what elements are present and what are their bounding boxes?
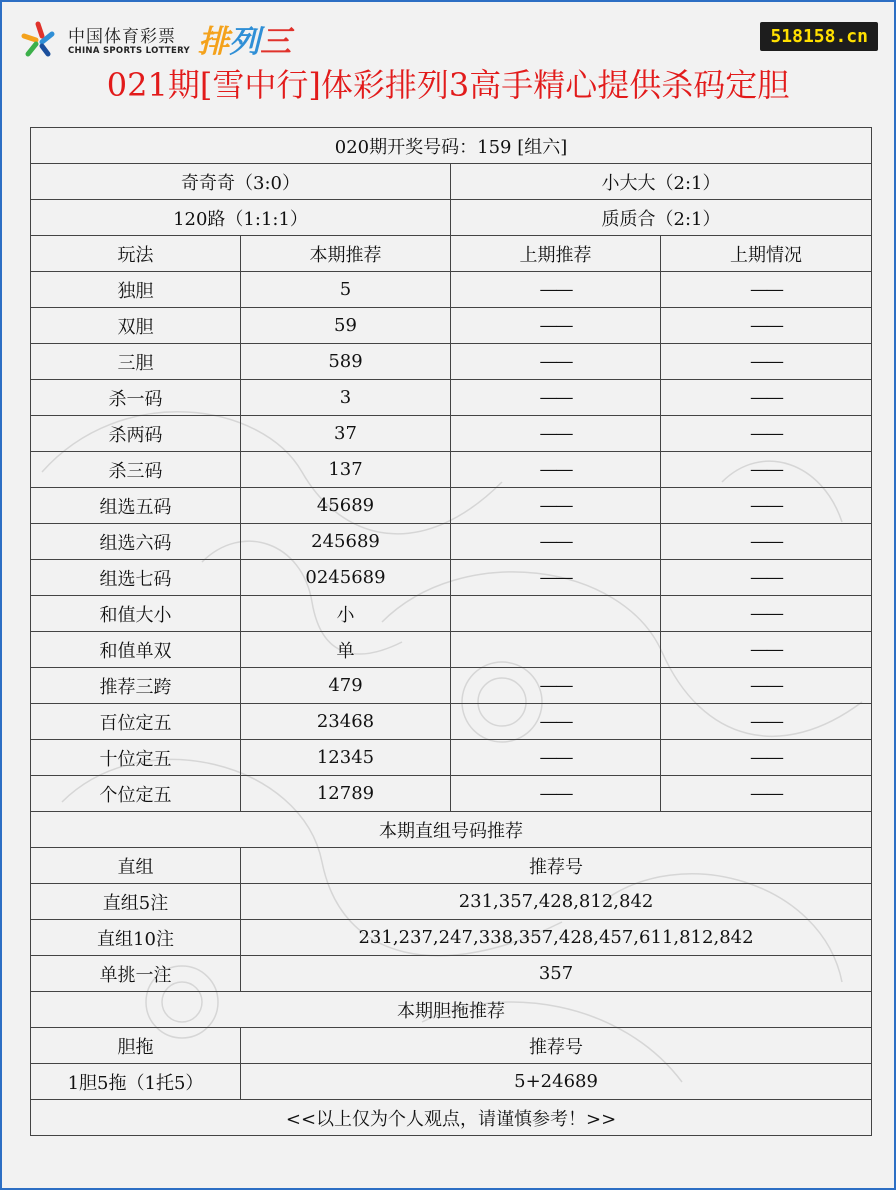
table-row bbox=[31, 452, 872, 488]
previous-result: —— bbox=[661, 632, 872, 668]
current-pick: 3 bbox=[241, 380, 451, 416]
table-row bbox=[31, 776, 872, 812]
table-row bbox=[31, 596, 872, 632]
dantuo-name: 1胆5拖（1托5） bbox=[31, 1064, 241, 1100]
previous-pick bbox=[451, 596, 661, 632]
previous-pick: —— bbox=[451, 308, 661, 344]
direct-header-label: 直组 bbox=[31, 848, 241, 884]
column-header: 玩法 bbox=[31, 236, 241, 272]
direct-row bbox=[31, 884, 872, 920]
current-pick: 45689 bbox=[241, 488, 451, 524]
previous-pick: —— bbox=[451, 380, 661, 416]
direct-row bbox=[31, 956, 872, 992]
size-ratio: 小大大（2:1） bbox=[451, 164, 872, 200]
current-pick: 23468 bbox=[241, 704, 451, 740]
previous-result: —— bbox=[661, 704, 872, 740]
current-pick: 单 bbox=[241, 632, 451, 668]
current-pick: 小 bbox=[241, 596, 451, 632]
summary-row bbox=[31, 164, 872, 200]
play-name: 组选六码 bbox=[31, 524, 241, 560]
lottery-star-icon bbox=[18, 20, 58, 60]
dantuo-header-value: 推荐号 bbox=[241, 1028, 872, 1064]
direct-value: 231,237,247,338,357,428,457,611,812,842 bbox=[241, 920, 872, 956]
play-name: 和值大小 bbox=[31, 596, 241, 632]
previous-result: —— bbox=[661, 668, 872, 704]
logo-text-cn: 中国体育彩票 bbox=[68, 27, 176, 47]
current-pick: 137 bbox=[241, 452, 451, 488]
table-row bbox=[31, 488, 872, 524]
logo-brand: 排列三 bbox=[198, 24, 291, 60]
section-header-row bbox=[31, 1028, 872, 1064]
page-title: 021期[雪中行]体彩排列3高手精心提供杀码定胆 bbox=[106, 66, 790, 104]
previous-pick: —— bbox=[451, 668, 661, 704]
table-row bbox=[31, 308, 872, 344]
prediction-table bbox=[30, 127, 872, 1136]
direct-row bbox=[31, 920, 872, 956]
current-pick: 12789 bbox=[241, 776, 451, 812]
play-name: 杀两码 bbox=[31, 416, 241, 452]
prime-ratio: 质质合（2:1） bbox=[451, 200, 872, 236]
play-name: 和值单双 bbox=[31, 632, 241, 668]
column-header: 本期推荐 bbox=[241, 236, 451, 272]
section-title-row bbox=[31, 812, 872, 848]
previous-pick bbox=[451, 632, 661, 668]
previous-result: —— bbox=[661, 740, 872, 776]
section-title-row bbox=[31, 992, 872, 1028]
current-pick: 12345 bbox=[241, 740, 451, 776]
direct-name: 单挑一注 bbox=[31, 956, 241, 992]
current-pick: 245689 bbox=[241, 524, 451, 560]
current-pick: 589 bbox=[241, 344, 451, 380]
current-pick: 0245689 bbox=[241, 560, 451, 596]
table-row bbox=[31, 560, 872, 596]
dantuo-row bbox=[31, 1064, 872, 1100]
previous-result: —— bbox=[661, 596, 872, 632]
play-name: 组选七码 bbox=[31, 560, 241, 596]
footer-row bbox=[31, 1100, 872, 1136]
previous-pick: —— bbox=[451, 344, 661, 380]
header bbox=[2, 2, 894, 122]
site-badge[interactable]: 518158.cn bbox=[760, 22, 878, 51]
previous-result: —— bbox=[661, 308, 872, 344]
dantuo-value: 5+24689 bbox=[241, 1064, 872, 1100]
previous-result: —— bbox=[661, 776, 872, 812]
footer-note: <<以上仅为个人观点，请谨慎参考！>> bbox=[31, 1100, 872, 1136]
section-header-row bbox=[31, 848, 872, 884]
dantuo-section-title: 本期胆拖推荐 bbox=[31, 992, 872, 1028]
previous-result: —— bbox=[661, 524, 872, 560]
table-row bbox=[31, 740, 872, 776]
road-ratio: 120路（1:1:1） bbox=[31, 200, 451, 236]
play-name: 组选五码 bbox=[31, 488, 241, 524]
table-row bbox=[31, 344, 872, 380]
previous-pick: —— bbox=[451, 740, 661, 776]
current-pick: 5 bbox=[241, 272, 451, 308]
table-row bbox=[31, 704, 872, 740]
play-name: 十位定五 bbox=[31, 740, 241, 776]
table-row bbox=[31, 524, 872, 560]
previous-result: —— bbox=[661, 416, 872, 452]
draw-result: 020期开奖号码：159 [组六] bbox=[31, 128, 872, 164]
current-pick: 37 bbox=[241, 416, 451, 452]
play-name: 双胆 bbox=[31, 308, 241, 344]
draw-row bbox=[31, 128, 872, 164]
play-name: 杀一码 bbox=[31, 380, 241, 416]
table-row bbox=[31, 272, 872, 308]
direct-value: 357 bbox=[241, 956, 872, 992]
previous-pick: —— bbox=[451, 488, 661, 524]
direct-header-value: 推荐号 bbox=[241, 848, 872, 884]
previous-pick: —— bbox=[451, 452, 661, 488]
play-name: 三胆 bbox=[31, 344, 241, 380]
previous-pick: —— bbox=[451, 776, 661, 812]
play-name: 个位定五 bbox=[31, 776, 241, 812]
direct-section-title: 本期直组号码推荐 bbox=[31, 812, 872, 848]
direct-name: 直组5注 bbox=[31, 884, 241, 920]
previous-pick: —— bbox=[451, 524, 661, 560]
previous-pick: —— bbox=[451, 704, 661, 740]
previous-result: —— bbox=[661, 452, 872, 488]
table-row bbox=[31, 380, 872, 416]
play-name: 推荐三跨 bbox=[31, 668, 241, 704]
table-row bbox=[31, 416, 872, 452]
table-row bbox=[31, 632, 872, 668]
previous-result: —— bbox=[661, 344, 872, 380]
odd-even-ratio: 奇奇奇（3:0） bbox=[31, 164, 451, 200]
dantuo-header-label: 胆拖 bbox=[31, 1028, 241, 1064]
direct-value: 231,357,428,812,842 bbox=[241, 884, 872, 920]
previous-result: —— bbox=[661, 488, 872, 524]
column-header-row bbox=[31, 236, 872, 272]
previous-result: —— bbox=[661, 272, 872, 308]
current-pick: 479 bbox=[241, 668, 451, 704]
column-header: 上期情况 bbox=[661, 236, 872, 272]
previous-pick: —— bbox=[451, 272, 661, 308]
page bbox=[2, 2, 894, 1188]
direct-name: 直组10注 bbox=[31, 920, 241, 956]
previous-pick: —— bbox=[451, 416, 661, 452]
play-name: 独胆 bbox=[31, 272, 241, 308]
logo-text-en: CHINA SPORTS LOTTERY bbox=[68, 46, 190, 56]
previous-pick: —— bbox=[451, 560, 661, 596]
current-pick: 59 bbox=[241, 308, 451, 344]
summary-row bbox=[31, 200, 872, 236]
table-row bbox=[31, 668, 872, 704]
previous-result: —— bbox=[661, 380, 872, 416]
play-name: 百位定五 bbox=[31, 704, 241, 740]
column-header: 上期推荐 bbox=[451, 236, 661, 272]
play-name: 杀三码 bbox=[31, 452, 241, 488]
previous-result: —— bbox=[661, 560, 872, 596]
